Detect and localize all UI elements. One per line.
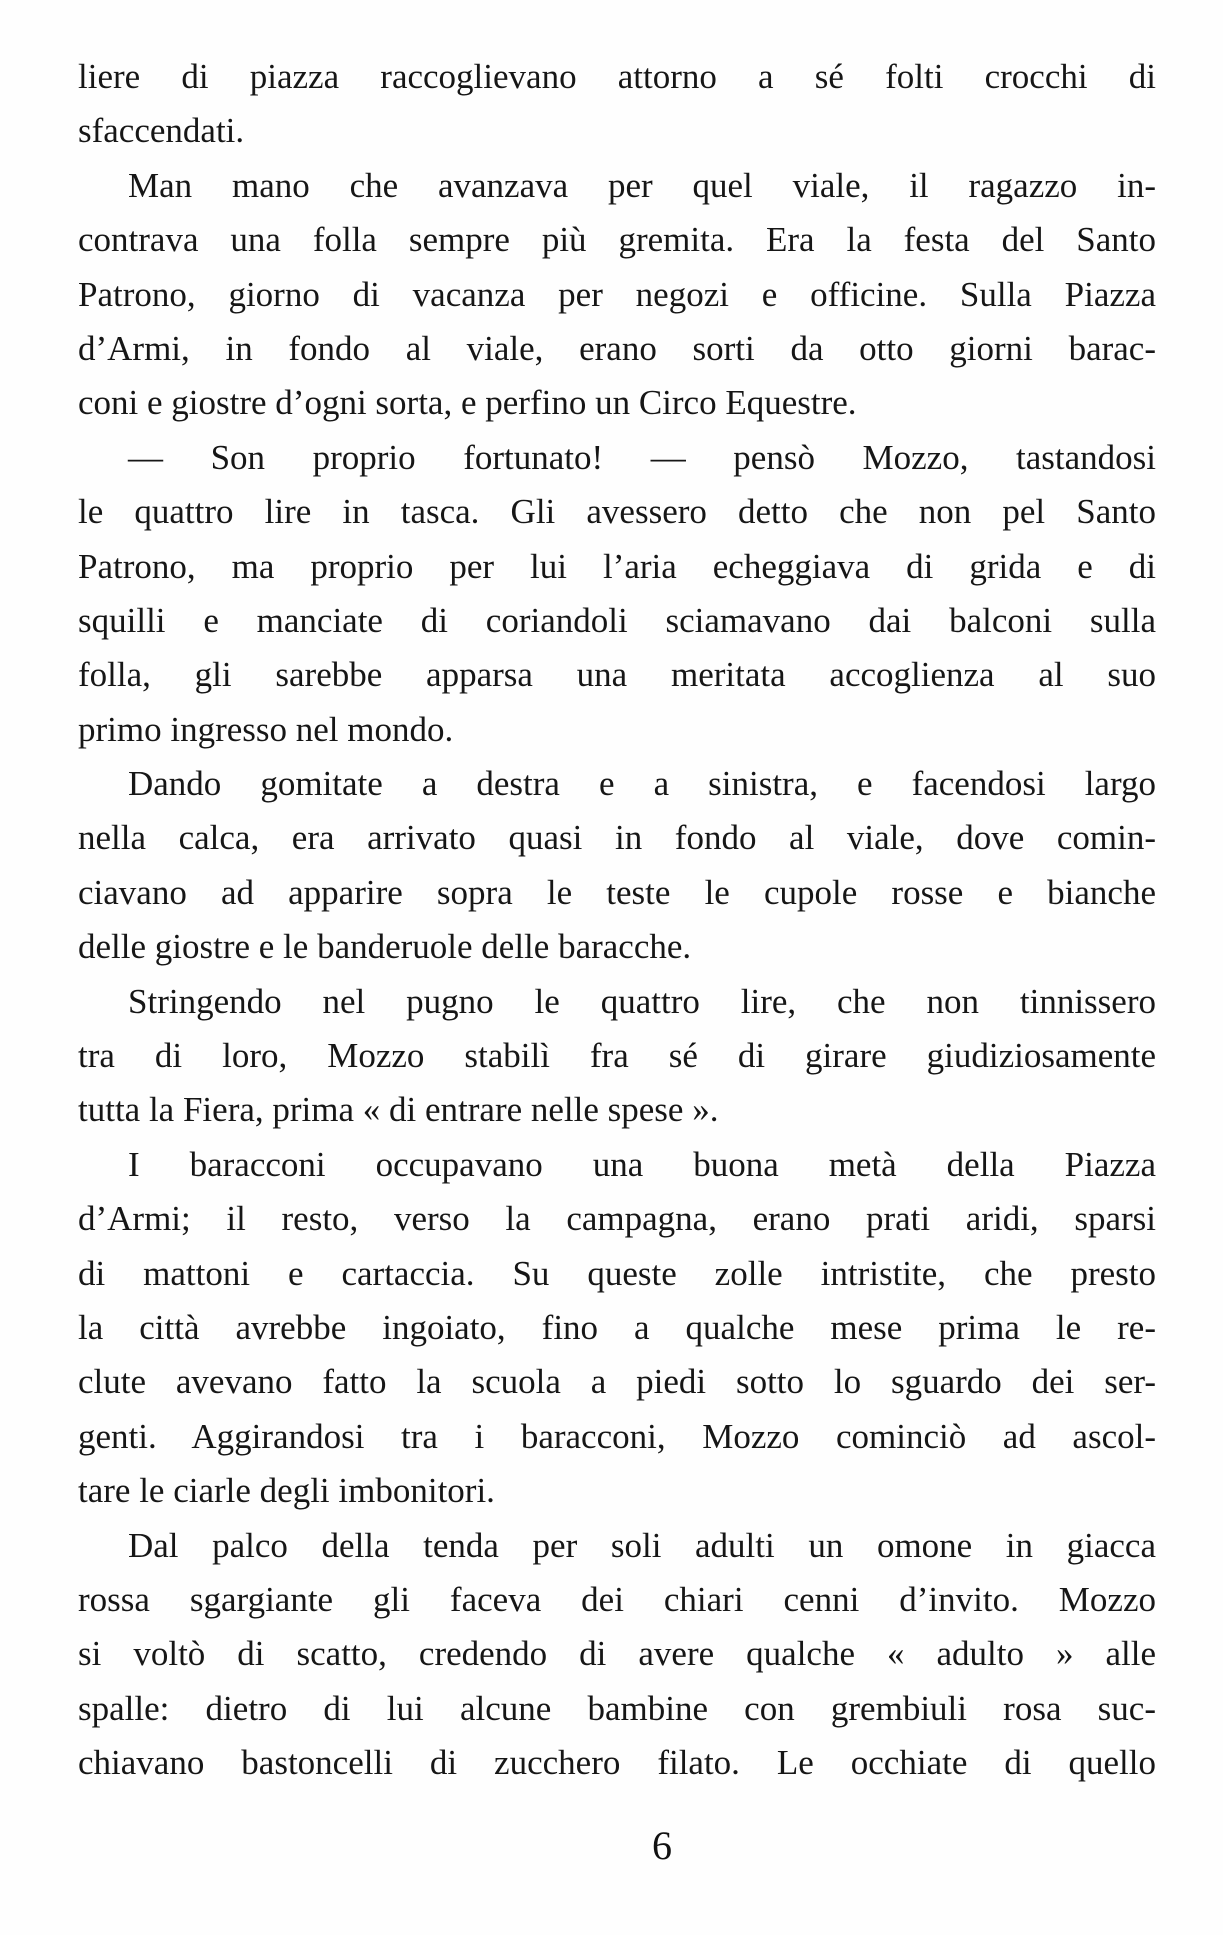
text-line: d’Armi; il resto, verso la campagna, erano prati aridi, sparsi — [78, 1199, 1156, 1239]
text-line: Man mano che avanzava per quel viale, il ragazzo in- — [128, 165, 1156, 205]
page-number: 6 — [652, 1823, 672, 1868]
text-line: chiavano bastoncelli di zucchero filato. Le occhiate di quello — [78, 1743, 1156, 1783]
text-line: Dando gomitate a destra e a sinistra, e facendosi largo — [128, 764, 1156, 804]
text-line: clute avevano fatto la scuola a piedi sotto lo sguardo dei ser- — [78, 1362, 1156, 1402]
text-line: si voltò di scatto, credendo di avere qualche « adulto » alle — [78, 1634, 1156, 1674]
text-line: Patrono, ma proprio per lui l’aria echeggiava di grida e di — [78, 546, 1156, 586]
text-line: tra di loro, Mozzo stabilì fra sé di girare giudiziosamente — [78, 1036, 1156, 1076]
text-block — [78, 50, 1156, 1791]
text-line: sfaccendati. — [78, 111, 245, 151]
text-line: liere di piazza raccoglievano attorno a sé folti crocchi di — [78, 57, 1156, 96]
text-line: di mattoni e cartaccia. Su queste zolle intristite, che presto — [78, 1253, 1156, 1293]
text-line: — Son proprio fortunato! — pensò Mozzo, tastandosi — [128, 437, 1156, 477]
text-line: tutta la Fiera, prima « di entrare nelle spese ». — [78, 1090, 719, 1130]
text-line: rossa sgargiante gli faceva dei chiari cenni d’invito. Mozzo — [78, 1579, 1156, 1619]
text-line: d’Armi, in fondo al viale, erano sorti da otto giorni barac- — [78, 328, 1156, 368]
text-line: nella calca, era arrivato quasi in fondo al viale, dove comin- — [78, 818, 1156, 858]
text-line: Dal palco della tenda per soli adulti un omone in giacca — [128, 1525, 1156, 1565]
text-line: la città avrebbe ingoiato, fino a qualche mese prima le re- — [78, 1307, 1156, 1347]
text-line: ciavano ad apparire sopra le teste le cupole rosse e bianche — [78, 872, 1156, 912]
text-line: contrava una folla sempre più gremita. Era la festa del Santo — [78, 220, 1156, 260]
text-line: genti. Aggirandosi tra i baracconi, Mozzo cominciò ad ascol- — [78, 1416, 1156, 1456]
text-line: I baracconi occupavano una buona metà della Piazza — [128, 1144, 1156, 1184]
text-line: spalle: dietro di lui alcune bambine con grembiuli rosa suc- — [78, 1688, 1156, 1728]
text-line: tare le ciarle degli imbonitori. — [78, 1471, 495, 1511]
text-line: coni e giostre d’ogni sorta, e perfino un Circo Equestre. — [78, 383, 857, 423]
text-line: delle giostre e le banderuole delle baracche. — [78, 927, 692, 967]
text-line: primo ingresso nel mondo. — [78, 709, 454, 749]
text-line: folla, gli sarebbe apparsa una meritata accoglienza al suo — [78, 655, 1156, 695]
text-line: squilli e manciate di coriandoli sciamavano dai balconi sulla — [78, 600, 1156, 640]
text-line: Stringendo nel pugno le quattro lire, che non tinnissero — [128, 981, 1156, 1021]
text-line: Patrono, giorno di vacanza per negozi e officine. Sulla Piazza — [78, 274, 1156, 314]
text-line: le quattro lire in tasca. Gli avessero detto che non pel Santo — [78, 492, 1156, 532]
